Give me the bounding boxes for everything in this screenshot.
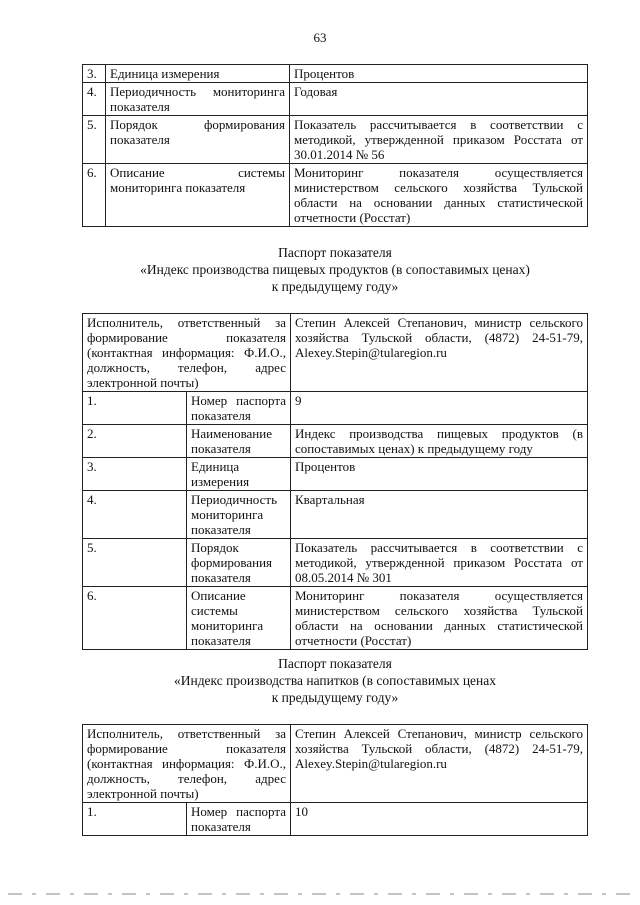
passport-subtitle-line: «Индекс производства напитков (в сопоставимых ценах	[173, 673, 497, 688]
passport-subtitle-line: к предыдущему году»	[271, 690, 399, 705]
table-row	[83, 491, 588, 539]
row-number: 4.	[83, 491, 187, 539]
table-row	[83, 725, 588, 803]
table-continuation	[82, 64, 588, 227]
row-number: 1.	[83, 803, 187, 836]
row-number: 5.	[83, 539, 187, 587]
table-row	[83, 116, 588, 164]
row-number: 3.	[83, 458, 187, 491]
passport-table-2	[82, 724, 588, 836]
passport-title: Паспорт показателя	[278, 245, 392, 260]
table-row	[83, 539, 588, 587]
row-value: Мониторинг показателя осуществляется министерством сельского хозяйства Тульской области на основании данных статистической отчетности (Росстат)	[291, 587, 588, 650]
row-label: Номер паспорта показателя	[187, 803, 291, 836]
executor-value: Степин Алексей Степанович, министр сельского хозяйства Тульской области, (4872) 24-51-79, Alexey.Stepin@tularegion.ru	[291, 725, 588, 803]
executor-label: Исполнитель, ответственный за формирование показателя (контактная информация: Ф.И.О., должность, телефон, адрес электронной почты)	[83, 725, 291, 803]
row-value: 10	[291, 803, 588, 836]
row-value: Показатель рассчитывается в соответствии с методикой, утвержденной приказом Росстата от 30.01.2014 № 56	[290, 116, 588, 164]
row-number: 3.	[83, 65, 106, 83]
row-number: 1.	[83, 392, 187, 425]
passport-heading-2	[82, 655, 588, 706]
table-row	[83, 65, 588, 83]
row-value: Процентов	[291, 458, 588, 491]
row-label: Периодичность мониторинга показателя	[106, 83, 290, 116]
executor-value: Степин Алексей Степанович, министр сельского хозяйства Тульской области, (4872) 24-51-79, Alexey.Stepin@tularegion.ru	[291, 314, 588, 392]
row-label: Порядок формирования показателя	[187, 539, 291, 587]
row-value: Процентов	[290, 65, 588, 83]
row-value: Показатель рассчитывается в соответствии с методикой, утвержденной приказом Росстата от 08.05.2014 № 301	[291, 539, 588, 587]
row-label: Периодичность мониторинга показателя	[187, 491, 291, 539]
executor-label: Исполнитель, ответственный за формирование показателя (контактная информация: Ф.И.О., должность, телефон, адрес электронной почты)	[83, 314, 291, 392]
table-row	[83, 425, 588, 458]
row-value: Годовая	[290, 83, 588, 116]
table-row	[83, 587, 588, 650]
row-label: Описание системы мониторинга показателя	[187, 587, 291, 650]
row-value: 9	[291, 392, 588, 425]
row-label: Описание системы мониторинга показателя	[106, 164, 290, 227]
row-number: 6.	[83, 164, 106, 227]
table-row	[83, 803, 588, 836]
row-label: Единица измерения	[106, 65, 290, 83]
row-number: 2.	[83, 425, 187, 458]
row-label: Единица измерения	[187, 458, 291, 491]
passport-subtitle-line: к предыдущему году»	[271, 279, 399, 294]
scan-artifact-line	[0, 892, 640, 896]
passport-table-1	[82, 313, 588, 650]
row-value: Квартальная	[291, 491, 588, 539]
row-label: Номер паспорта показателя	[187, 392, 291, 425]
row-number: 5.	[83, 116, 106, 164]
row-number: 4.	[83, 83, 106, 116]
table-row	[83, 83, 588, 116]
row-value: Индекс производства пищевых продуктов (в сопоставимых ценах) к предыдущему году	[291, 425, 588, 458]
page-number: 63	[313, 30, 327, 45]
table-row	[83, 458, 588, 491]
table-row	[83, 392, 588, 425]
passport-heading-1	[82, 244, 588, 295]
row-label: Порядок формирования показателя	[106, 116, 290, 164]
table-row	[83, 314, 588, 392]
table-row	[83, 164, 588, 227]
row-number: 6.	[83, 587, 187, 650]
row-value: Мониторинг показателя осуществляется министерством сельского хозяйства Тульской области на основании данных статистической отчетности (Росстат)	[290, 164, 588, 227]
passport-subtitle-line: «Индекс производства пищевых продуктов (в сопоставимых ценах)	[140, 262, 530, 277]
row-label: Наименование показателя	[187, 425, 291, 458]
passport-title: Паспорт показателя	[278, 656, 392, 671]
